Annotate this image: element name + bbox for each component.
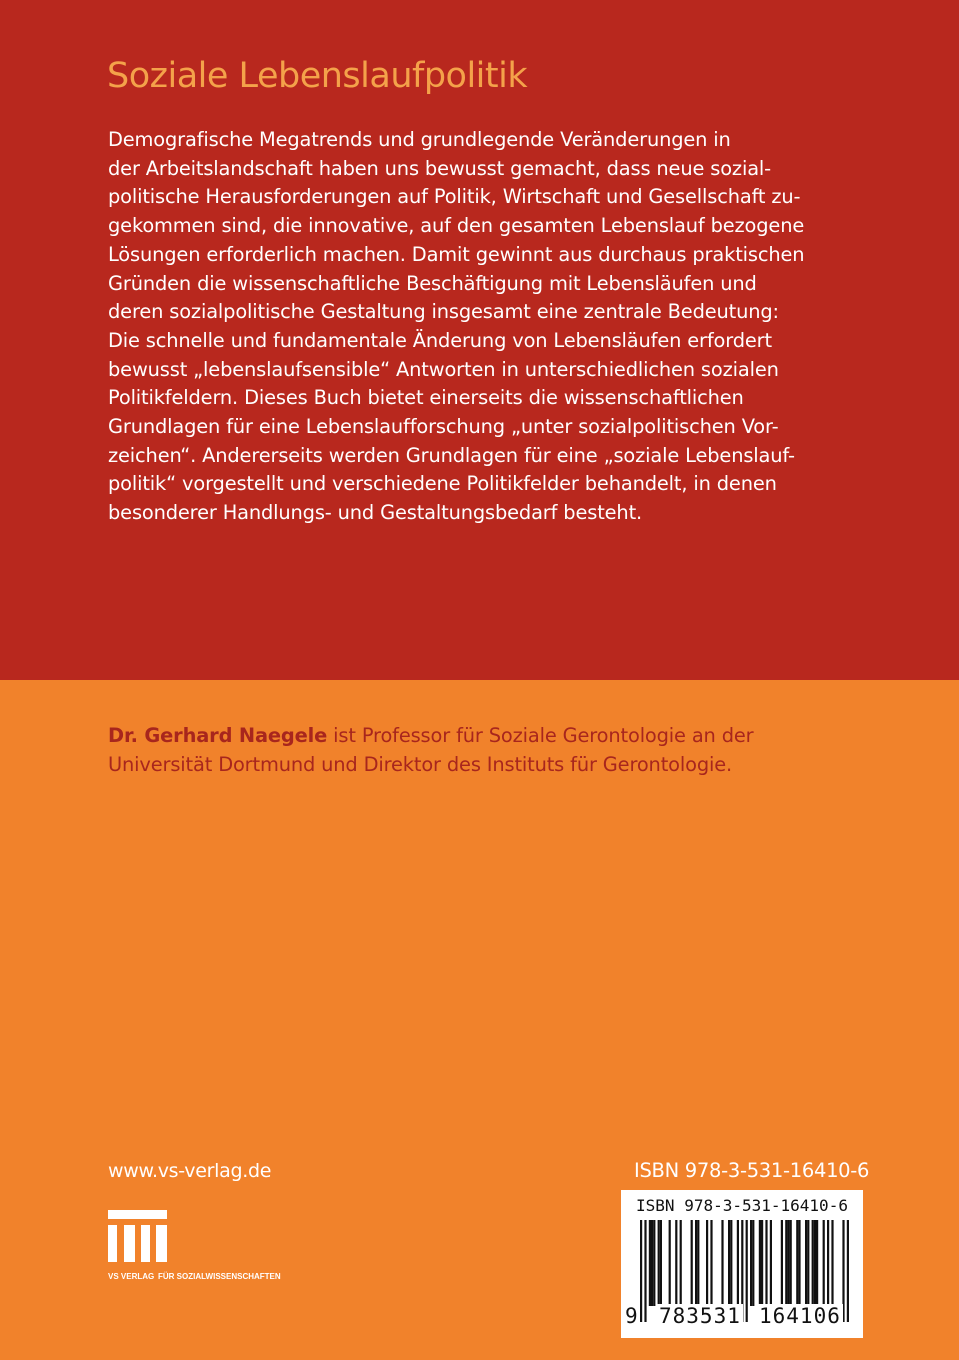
description-line: Die schnelle und fundamentale Änderung von Lebensläufen erfordert [108, 328, 772, 352]
barcode-bar [827, 1220, 829, 1306]
publisher-url[interactable]: www.vs-verlag.de [108, 1160, 272, 1182]
description-line: bewusst „lebenslaufsensible“ Antworten in unterschiedlichen sozialen [108, 357, 779, 381]
barcode-bar [710, 1220, 712, 1306]
barcode-bar [675, 1220, 677, 1306]
barcode-bar [785, 1220, 787, 1306]
barcode-bar [669, 1220, 671, 1306]
description-line: gekommen sind, die innovative, auf den gesamten Lebenslauf bezogene [108, 214, 805, 238]
barcode-bar [644, 1220, 646, 1322]
barcode-bar [653, 1220, 655, 1306]
barcode-bar [816, 1220, 818, 1306]
barcode-bar [814, 1220, 816, 1306]
description-line: Politikfeldern. Dieses Buch bietet einerseits die wissenschaftlichen [108, 386, 744, 410]
isbn-label: ISBN 978-3-531-16410-6 [634, 1159, 870, 1182]
barcode-bar [765, 1220, 767, 1306]
barcode-bar [651, 1220, 653, 1306]
description-line: deren sozialpolitische Gestaltung insgesamt eine zentrale Bedeutung: [108, 300, 779, 324]
publisher-logo [108, 1210, 348, 1286]
barcode-bar [812, 1220, 814, 1306]
barcode-bar [750, 1220, 752, 1306]
barcode-bar [847, 1220, 849, 1322]
barcode-bar [759, 1220, 761, 1306]
barcode-bar [660, 1220, 662, 1306]
barcode-bar [752, 1220, 754, 1306]
barcode-first-digit: 9 [625, 1304, 638, 1328]
barcode-bar [807, 1220, 809, 1306]
author-bio-text: ist Professor für Soziale Gerontologie an der [327, 724, 754, 747]
logo-subtitle-text: FÜR SOZIALWISSENSCHAFTEN [158, 1272, 281, 1281]
logo-pillar-2 [124, 1225, 135, 1262]
barcode-bar [746, 1220, 748, 1322]
description-line: der Arbeitslandschaft haben uns bewusst gemacht, dass neue sozial- [108, 156, 772, 180]
barcode-bar [730, 1220, 732, 1306]
description-line: zeichen“. Andererseits werden Grundlagen für eine „soziale Lebenslauf- [108, 443, 795, 467]
barcode-bar [658, 1220, 660, 1306]
barcode-bar [691, 1220, 693, 1306]
barcode-bar [680, 1220, 682, 1306]
description-line: Demografische Megatrends und grundlegende Veränderungen in [108, 128, 731, 151]
isbn-barcode [621, 1190, 863, 1338]
logo-brand-text: VS VERLAG [108, 1272, 155, 1281]
barcode-bar [697, 1220, 699, 1306]
description-line: Lösungen erforderlich machen. Damit gewinnt aus durchaus praktischen [108, 242, 805, 266]
barcode-bar [796, 1220, 798, 1306]
barcode-bar [737, 1220, 739, 1306]
barcode-bar [770, 1220, 772, 1306]
barcode-bar [695, 1220, 697, 1306]
book-description [108, 126, 868, 528]
logo-pillar-1 [108, 1225, 117, 1262]
barcode-bar [649, 1220, 651, 1306]
barcode-bar [761, 1220, 763, 1306]
barcode-bar [823, 1220, 825, 1306]
author-bio-line: Universität Dortmund und Direktor des Instituts für Gerontologie. [108, 753, 733, 776]
barcode-bar [787, 1220, 789, 1306]
barcode-group-1: 783531 [659, 1304, 741, 1328]
author-name: Dr. Gerhard Naegele [108, 724, 328, 747]
barcode-bar [706, 1220, 708, 1306]
barcode-bar [721, 1220, 723, 1306]
description-line: politische Herausforderungen auf Politik, Wirtschaft und Gesellschaft zu- [108, 185, 801, 209]
description-line: politik“ vorgestellt und verschiedene Politikfelder behandelt, in denen [108, 472, 777, 496]
barcode-bar [640, 1220, 642, 1322]
book-title: Soziale Lebenslaufpolitik [107, 56, 528, 96]
logo-pillar-3 [141, 1225, 150, 1262]
barcode-bar [798, 1220, 800, 1306]
barcode-bar [831, 1220, 833, 1306]
logo-top-bar [108, 1210, 167, 1219]
logo-pillar-4 [156, 1225, 167, 1262]
description-line: besonderer Handlungs- und Gestaltungsbedarf besteht. [108, 501, 643, 525]
barcode-bar [781, 1220, 783, 1306]
barcode-isbn-header: ISBN 978-3-531-16410-6 [636, 1196, 848, 1215]
barcode-bar [728, 1220, 730, 1306]
author-bio [108, 721, 868, 779]
description-line: Gründen die wissenschaftliche Beschäftigung mit Lebensläufen und [108, 271, 757, 295]
description-line: Grundlagen für eine Lebenslaufforschung „unter sozialpolitischen Vor- [108, 415, 779, 439]
barcode-bar [790, 1220, 792, 1306]
barcode-group-2: 164106 [759, 1304, 841, 1328]
author-bio-line [108, 721, 868, 750]
barcode-bar [805, 1220, 807, 1306]
